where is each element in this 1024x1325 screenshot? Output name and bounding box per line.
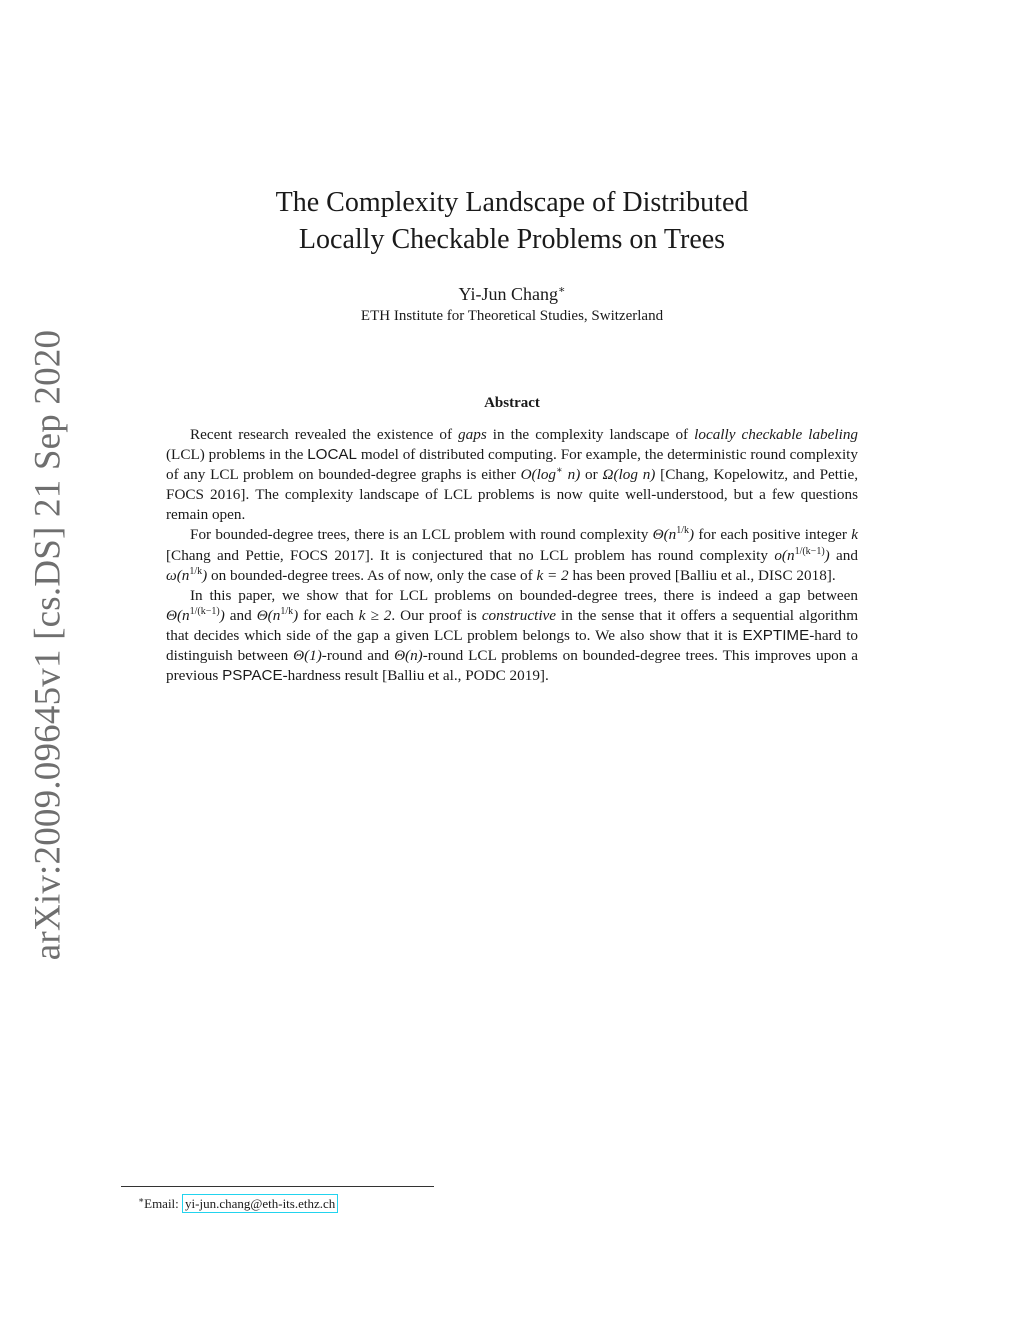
abstract-paragraph-1	[166, 425, 858, 525]
paper-title	[0, 184, 1024, 258]
author-name	[0, 283, 1024, 305]
emphasis-constructive: constructive	[481, 606, 557, 624]
math-superscript: ∗	[556, 465, 563, 477]
text-run: on bounded-degree trees. As of now, only the case of	[207, 566, 537, 584]
text-run: For bounded-degree trees, there is an LCL problem with round complexity	[190, 526, 653, 544]
complexity-class-exptime: EXPTIME	[742, 626, 810, 644]
math-expression: Θ(n	[256, 606, 281, 624]
math-variable: k	[851, 526, 858, 544]
abstract-heading: Abstract	[484, 395, 540, 411]
text-run: -hardness result [Balliu et al., PODC 2019].	[282, 667, 549, 685]
math-expression: Ω(log n)	[602, 466, 656, 484]
text-run: for each	[298, 606, 359, 624]
abstract-paragraph-2	[166, 525, 858, 585]
emphasis-lcl-term: locally checkable labeling	[694, 426, 859, 443]
text-run: for each positive integer	[694, 526, 852, 544]
math-expression: Θ(1)	[293, 647, 322, 665]
math-expression: Θ(n	[166, 606, 190, 624]
math-expression: )	[824, 546, 830, 564]
math-expression: Θ(n)	[394, 647, 423, 665]
text-run: [Chang and Pettie, FOCS 2017]. It is conjectured that no LCL problem has round complexity	[166, 546, 775, 564]
abstract-paragraph-3	[166, 586, 858, 686]
emphasis-gaps: gaps	[458, 426, 487, 443]
text-run: [Chang, Kopelowitz, and Pettie, FOCS 2016]. The complexity landscape of LCL problems is now quite well-understood, but a few questions remain open.	[166, 466, 858, 524]
footnote-rule	[121, 1186, 434, 1187]
math-superscript: 1/(k−1)	[794, 545, 825, 557]
complexity-class-pspace: PSPACE	[222, 667, 283, 685]
math-expression: k ≥ 2	[358, 606, 392, 624]
math-expression: n)	[562, 466, 581, 484]
footnote	[138, 1190, 338, 1214]
text-run: . Our proof is	[391, 606, 482, 624]
math-expression: )	[689, 526, 695, 544]
author-affiliation: ETH Institute for Theoretical Studies, Switzerland	[360, 308, 664, 324]
text-run: in the sense that it offers a sequential algorithm that decides which side of the gap a given LCL problem belongs to. We also show that it is	[166, 606, 859, 644]
math-expression: )	[293, 606, 299, 624]
math-superscript: 1/(k−1)	[189, 605, 220, 617]
text-run: -round and	[321, 647, 395, 665]
math-expression: )	[219, 606, 225, 624]
title-line-2: Locally Checkable Problems on Trees	[298, 224, 726, 255]
text-run: In this paper, we show that for LCL problems on bounded-degree trees, there is indeed a gap between	[190, 586, 858, 604]
text-run: and	[829, 546, 858, 564]
email-link[interactable]: yi-jun.chang@eth-its.ethz.ch	[182, 1194, 338, 1213]
math-superscript: 1/k	[280, 605, 294, 617]
math-expression: O(log	[520, 466, 557, 484]
text-run: -hard to distinguish between	[166, 626, 859, 665]
footnote-mark: ∗	[138, 1195, 145, 1205]
arxiv-identifier-stamp: arXiv:2009.09645v1 [cs.DS] 21 Sep 2020	[27, 329, 69, 961]
text-run: or	[580, 466, 603, 484]
math-expression: k = 2	[536, 566, 569, 584]
math-expression: )	[202, 566, 208, 584]
text-run: has been proved [Balliu et al., DISC 2018].	[568, 566, 836, 584]
author-footnote-mark: ∗	[558, 284, 566, 296]
footnote-label: Email:	[144, 1196, 183, 1211]
math-superscript: 1/k	[189, 565, 203, 577]
text-run: (LCL) problems in the	[166, 446, 308, 464]
math-superscript: 1/k	[676, 525, 690, 537]
math-expression: o(n	[774, 546, 795, 564]
text-run: model of distributed computing. For example, the deterministic round complexity of any LCL problem on bounded-degree graphs is either	[166, 446, 858, 484]
text-run: -round LCL problems on bounded-degree trees. This improves upon a previous	[166, 647, 859, 685]
title-line-1: The Complexity Landscape of Distributed	[275, 187, 749, 218]
model-name-local: LOCAL	[307, 446, 357, 464]
text-run: Recent research revealed the existence of	[190, 426, 459, 443]
abstract-body	[166, 425, 858, 686]
text-run: and	[224, 606, 257, 624]
text-run: in the complexity landscape of	[486, 426, 695, 443]
math-expression: Θ(n	[652, 526, 677, 544]
math-expression: ω(n	[166, 566, 190, 584]
author-name-text: Yi-Jun Chang	[458, 284, 559, 304]
